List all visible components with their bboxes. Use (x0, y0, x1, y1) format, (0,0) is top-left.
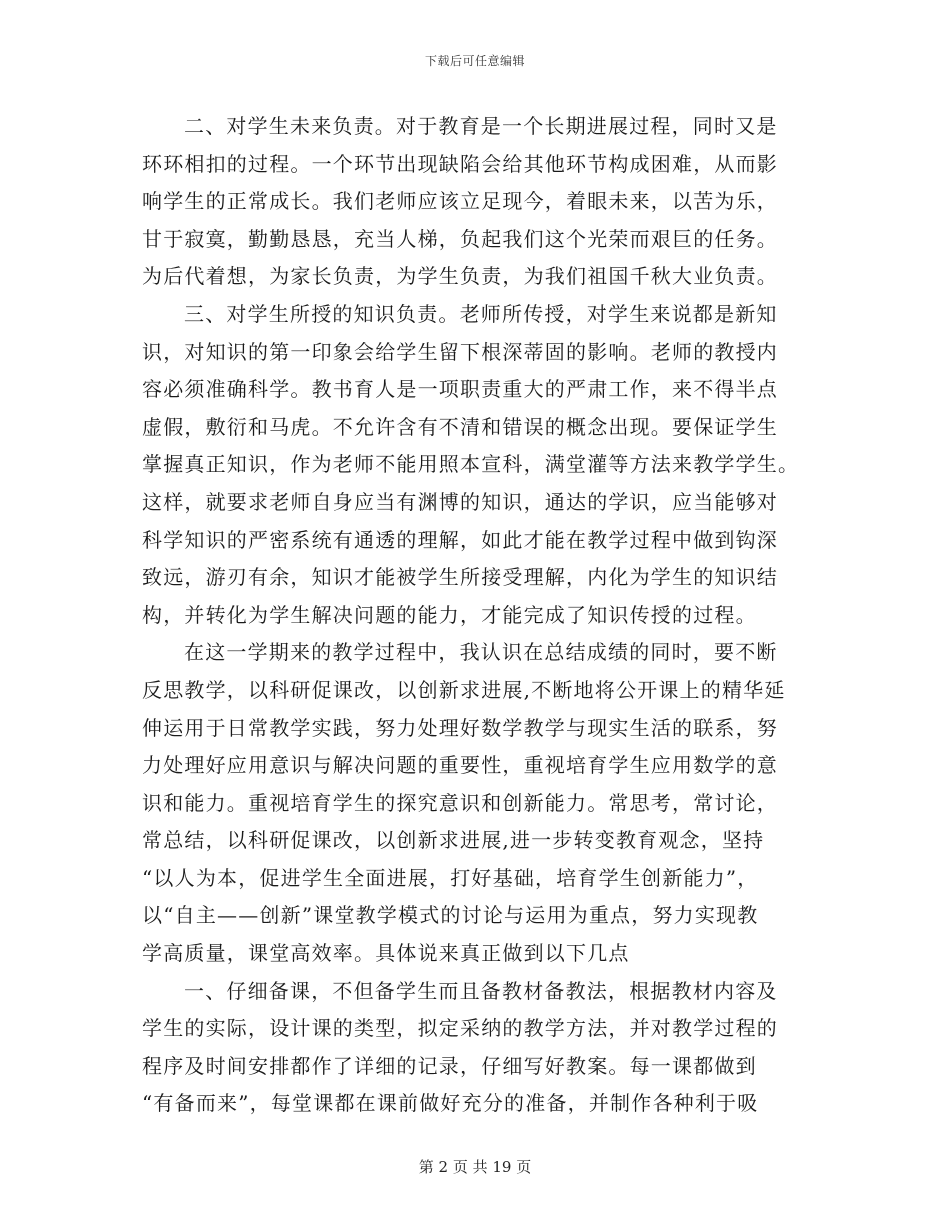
paragraph-line: 虚假，敷衍和马虎。不允许含有不清和错误的概念出现。要保证学生 (142, 414, 778, 439)
document-body (142, 108, 810, 1123)
paragraph-line: 学高质量，课堂高效率。具体说来真正做到以下几点 (142, 941, 630, 966)
paragraph-line: “以人为本，促进学生全面进展，打好基础，培育学生创新能力”， (142, 865, 759, 890)
paragraph-line: “有备而来”，每堂课都在课前做好充分的准备，并制作各种利于吸 (142, 1091, 759, 1116)
paragraph-line: 力处理好应用意识与解决问题的重要性，重视培育学生应用数学的意 (142, 753, 778, 778)
paragraph-line: 这样，就要求老师自身应当有渊博的知识，通达的学识，应当能够对 (142, 489, 778, 514)
paragraph-line: 容必须准确科学。教书育人是一项职责重大的严肃工作，来不得半点 (142, 377, 778, 402)
paragraph-line: 为后代着想，为家长负责，为学生负责，为我们祖国千秋大业负责。 (142, 264, 778, 289)
paragraph-line: 二、对学生未来负责。对于教育是一个长期进展过程，同时又是 (184, 114, 778, 138)
paragraph-line: 三、对学生所授的知识负责。老师所传授，对学生来说都是新知 (184, 301, 778, 326)
paragraph-line: 一、仔细备课，不但备学生而且备教材备教法，根据教材内容及 (184, 978, 778, 1003)
paragraph-line: 以“自主——创新”课堂教学模式的讨论与运用为重点，努力实现教 (142, 903, 759, 928)
paragraph-line: 掌握真正知识，作为老师不能用照本宣科，满堂灌等方法来教学学生。 (142, 452, 800, 477)
header-note: 下载后可任意编辑 (424, 54, 525, 68)
paragraph-line: 构，并转化为学生解决问题的能力，才能完成了知识传授的过程。 (142, 602, 757, 627)
paragraph-line: 识和能力。重视培育学生的探究意识和创新能力。常思考，常讨论， (142, 790, 778, 815)
paragraph-line: 致远，游刃有余，知识才能被学生所接受理解，内化为学生的知识结 (142, 565, 778, 590)
paragraph-line: 在这一学期来的教学过程中，我认识在总结成绩的同时，要不断 (184, 640, 778, 665)
paragraph-line: 响学生的正常成长。我们老师应该立足现今，着眼未来，以苦为乐， (142, 189, 778, 214)
paragraph-line: 甘于寂寞，勤勤恳恳，充当人梯，负起我们这个光荣而艰巨的任务。 (142, 226, 778, 251)
paragraph-line: 程序及时间安排都作了详细的记录，仔细写好教案。每一课都做到 (142, 1053, 757, 1078)
paragraph-line: 识，对知识的第一印象会给学生留下根深蒂固的影响。老师的教授内 (142, 339, 778, 364)
paragraph-line: 环环相扣的过程。一个环节出现缺陷会给其他环节构成困难，从而影 (142, 151, 778, 176)
paragraph-line: 反思教学，以科研促课改，以创新求进展,不断地将公开课上的精华延 (142, 677, 786, 702)
paragraph-line: 常总结，以科研促课改，以创新求进展,进一步转变教育观念，坚持 (142, 828, 765, 853)
paragraph-line: 科学知识的严密系统有通透的理解，如此才能在教学过程中做到钩深 (142, 527, 778, 552)
paragraph-line: 伸运用于日常教学实践，努力处理好数学教学与现实生活的联系，努 (142, 715, 778, 740)
page-number-footer: 第 2 页 共 19 页 (418, 1158, 532, 1176)
paragraph-line: 学生的实际，设计课的类型，拟定采纳的教学方法，并对教学过程的 (142, 1016, 778, 1041)
